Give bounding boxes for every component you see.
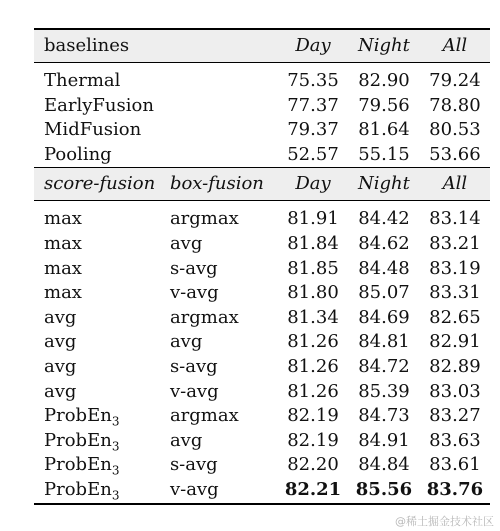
header-empty (170, 29, 278, 63)
score-fusion-subscript: 3 (111, 414, 120, 429)
all-cell: 83.63 (429, 429, 481, 451)
all-cell: 53.66 (429, 143, 481, 165)
score-fusion-text: ProbEn (44, 454, 112, 476)
all-cell: 83.27 (429, 405, 481, 427)
score-fusion-cell: avg (44, 355, 77, 377)
all-cell: 82.91 (429, 331, 481, 353)
all-cell: 82.65 (429, 306, 481, 328)
box-fusion-cell: avg (169, 232, 203, 254)
night-cell: 79.56 (358, 94, 410, 116)
night-cell: 84.81 (358, 331, 410, 353)
all-cell: 80.53 (429, 119, 481, 141)
score-fusion-subscript: 3 (111, 439, 120, 454)
day-cell: 82.20 (287, 454, 339, 476)
empty-cell (170, 63, 278, 94)
night-cell: 85.56 (348, 478, 420, 504)
score-fusion-cell (34, 478, 170, 504)
baseline-row (34, 118, 490, 143)
empty-cell (170, 118, 278, 143)
score-fusion-subscript: 3 (111, 463, 120, 478)
box-fusion-cell: argmax (169, 405, 239, 427)
fusion-row (34, 257, 490, 282)
score-fusion-cell: max (44, 282, 82, 304)
header-baselines: baselines (34, 29, 170, 63)
day-cell: 81.26 (287, 355, 339, 377)
box-fusion-cell: s-avg (169, 355, 218, 377)
box-fusion-cell: v-avg (170, 478, 278, 504)
all-cell: 83.76 (420, 478, 490, 504)
empty-cell (170, 94, 278, 119)
night-cell: 55.15 (358, 143, 410, 165)
day-cell: 82.19 (287, 429, 339, 451)
day-cell: 81.26 (287, 331, 339, 353)
score-fusion-cell: max (44, 257, 82, 279)
day-cell: 77.37 (287, 94, 339, 116)
fusion-row (34, 429, 490, 454)
header-all: All (420, 168, 490, 201)
day-cell: 82.19 (287, 405, 339, 427)
night-cell: 84.42 (358, 208, 410, 230)
baseline-row (34, 143, 490, 168)
fusion-row (34, 380, 490, 405)
method-cell: MidFusion (44, 119, 142, 141)
all-cell: 83.14 (429, 208, 481, 230)
score-fusion-cell (34, 404, 170, 429)
all-cell: 78.80 (429, 94, 481, 116)
box-fusion-cell: s-avg (169, 454, 218, 476)
day-cell: 81.91 (287, 208, 339, 230)
fusion-row (34, 232, 490, 257)
all-cell: 83.31 (429, 282, 481, 304)
fusion-header-row (34, 168, 490, 201)
night-cell: 82.90 (358, 70, 410, 91)
fusion-row (34, 201, 490, 232)
fusion-row (34, 478, 490, 504)
results-table-body (34, 29, 490, 504)
header-day: Day (278, 29, 348, 63)
score-fusion-subscript: 3 (111, 488, 120, 503)
night-cell: 85.39 (358, 380, 410, 402)
night-cell: 84.62 (358, 232, 410, 254)
night-cell: 85.07 (358, 282, 410, 304)
score-fusion-text: ProbEn (44, 405, 112, 427)
all-cell: 82.89 (429, 355, 481, 377)
box-fusion-cell: avg (169, 331, 203, 353)
fusion-row (34, 453, 490, 478)
all-cell: 79.24 (429, 70, 481, 91)
night-cell: 84.72 (358, 355, 410, 377)
day-cell: 81.80 (287, 282, 339, 304)
fusion-row (34, 330, 490, 355)
header-box-fusion: box-fusion (170, 168, 278, 201)
score-fusion-cell: avg (44, 380, 77, 402)
header-night: Night (348, 29, 420, 63)
header-score-fusion: score-fusion (34, 168, 170, 201)
box-fusion-cell: avg (169, 429, 203, 451)
header-night: Night (348, 168, 420, 201)
night-cell: 84.69 (358, 306, 410, 328)
all-cell: 83.21 (429, 232, 481, 254)
day-cell: 52.57 (287, 143, 339, 165)
fusion-row (34, 306, 490, 331)
empty-cell (170, 143, 278, 168)
fusion-row (34, 281, 490, 306)
all-cell: 83.61 (429, 454, 481, 476)
score-fusion-cell: max (44, 232, 82, 254)
fusion-row (34, 404, 490, 429)
score-fusion-cell: max (44, 208, 82, 230)
day-cell: 79.37 (287, 119, 339, 141)
night-cell: 81.64 (358, 119, 410, 141)
day-cell: 81.84 (287, 232, 339, 254)
night-cell: 84.73 (358, 405, 410, 427)
score-fusion-text: ProbEn (44, 429, 112, 451)
score-fusion-text: ProbEn (44, 478, 112, 500)
baseline-row (34, 94, 490, 119)
day-cell: 81.34 (287, 306, 339, 328)
method-cell: EarlyFusion (44, 94, 154, 116)
night-cell: 84.91 (358, 429, 410, 451)
day-cell: 75.35 (287, 70, 339, 91)
baselines-header-row (34, 29, 490, 63)
score-fusion-cell: avg (44, 306, 77, 328)
header-all: All (420, 29, 490, 63)
results-table (34, 28, 490, 505)
score-fusion-cell (34, 453, 170, 478)
day-cell: 81.85 (287, 257, 339, 279)
all-cell: 83.03 (429, 380, 481, 402)
night-cell: 84.48 (358, 257, 410, 279)
box-fusion-cell: v-avg (169, 282, 219, 304)
all-cell: 83.19 (429, 257, 481, 279)
method-cell: Thermal (44, 70, 121, 91)
box-fusion-cell: v-avg (169, 380, 219, 402)
box-fusion-cell: s-avg (169, 257, 218, 279)
box-fusion-cell: argmax (169, 208, 239, 230)
score-fusion-cell (34, 429, 170, 454)
baseline-row (34, 63, 490, 94)
day-cell: 81.26 (287, 380, 339, 402)
header-day: Day (278, 168, 348, 201)
method-cell: Pooling (44, 143, 112, 165)
box-fusion-cell: argmax (169, 306, 239, 328)
day-cell: 82.21 (278, 478, 348, 504)
score-fusion-cell: avg (44, 331, 77, 353)
watermark: @稀土掘金技术社区 (395, 515, 494, 528)
night-cell: 84.84 (358, 454, 410, 476)
fusion-row (34, 355, 490, 380)
